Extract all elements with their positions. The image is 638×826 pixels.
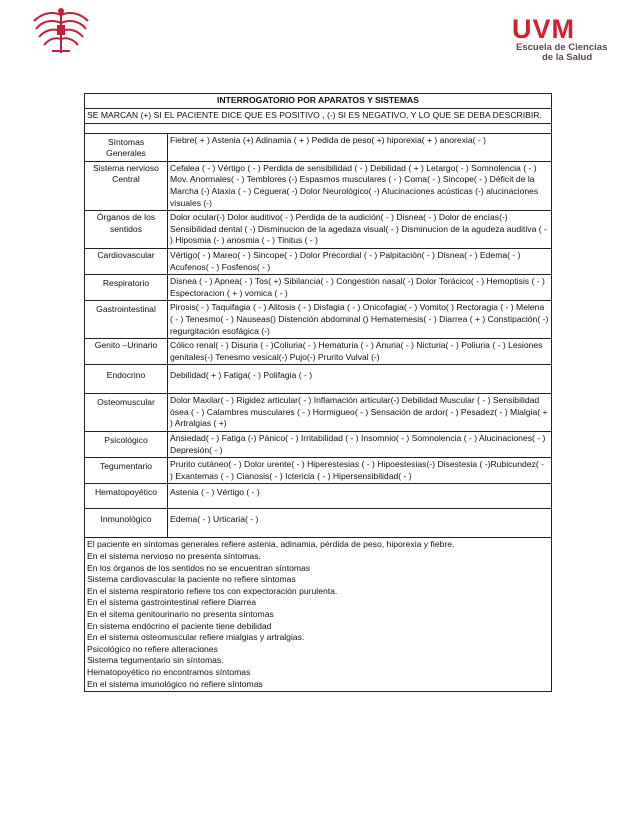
table-row <box>85 275 552 301</box>
system-name: Genito –Urinario <box>85 339 168 365</box>
system-name: Tegumentario <box>85 458 168 484</box>
system-findings: Fiebre( + ) Astenia (+) Adinamia ( + ) Pedida de peso( +) hiporexia( + ) anorexia( - ) <box>168 133 552 161</box>
system-findings: Prurito cutáneo( - ) Dolor urente( - ) Hiperestesias ( - ) Hipoestesias(-) Disestesia ( -)Rubicundez( - ) Exantemas ( - ) Cianosis( - ) Ictericia ( - ) Hipersensibilidad( - ) <box>168 458 552 484</box>
table-row <box>85 133 552 161</box>
title-row <box>85 94 552 109</box>
summary-line: En el sistema nervioso no presenta síntomas. <box>87 551 261 562</box>
summary-line: El paciente en síntomas generales refiere astenia, adinamia, pérdida de peso, hiporexia y fiebre. <box>87 539 455 550</box>
system-findings: Vértigo( - ) Mareo( - ) Sincope( - ) Dolor Precordial ( - ) Palpitación( - ) Disnea( - ) Edema( - ) Acufenos( - ) Fosfenos( - ) <box>168 248 552 274</box>
table-row <box>85 339 552 365</box>
summary-line: En el sistema gastrointestinal refiere Diarrea <box>87 597 257 608</box>
system-findings: Dolor Maxilar( - ) Rigidez articular( - ) Inflamación articular(-) Debilidad Muscular ( - ) Sensibilidad ósea ( - ) Calambres musculares ( - ) Hormigueo( - ) Sensación de ardor( - ) Pesadez( - ) Mialgia( + ) Artralgias ( +) <box>168 394 552 432</box>
system-name: Gastrointestinal <box>85 301 168 339</box>
table-row <box>85 394 552 432</box>
spacer-row <box>85 123 552 133</box>
system-name: Sistema nervioso Central <box>85 161 168 210</box>
system-name: Órganos de los sentidos <box>85 211 168 249</box>
table-row <box>85 458 552 484</box>
system-name: Endocrino <box>85 365 168 394</box>
system-findings: Debilidad( + ) Fatiga( - ) Polifagia ( - ) <box>168 365 552 394</box>
system-findings: Cefalea ( - ) Vértigo ( - ) Perdida de sensibilidad ( - ) Debilidad ( + ) Letargo( - ) Somnolencia ( - ) Mov. Anormales( - ) Temblores (-) Espasmos musculares ( - ) Coma( - ) Sincope( - ) Déficit de la Marcha (-) Ataxia ( - ) Ceguera( -) Dolor Neurológico( -) Alucinaciones acústicas (-) alucinaciones visuales (-) <box>168 161 552 210</box>
table-row <box>85 248 552 274</box>
summary-line: En los órganos de los sentidos no se encuentran síntomas <box>87 562 311 573</box>
system-name: Psicológico <box>85 432 168 458</box>
system-findings: Ansiedad( - ) Fatiga (-) Pánico( - ) Irritabilidad ( - ) Insomnio( - ) Somnolencia ( - ) Alucinaciones( - ) Depresión( - ) <box>168 432 552 458</box>
table-row <box>85 509 552 538</box>
spacer-cell <box>85 123 552 133</box>
system-findings: Astenia ( - ) Vértigo ( - ) <box>168 484 552 509</box>
summary-line: En sistema endócrino el paciente tiene debilidad <box>87 620 272 631</box>
system-findings: Cólico renal( - ) Disuria ( - )Coliuria( - ) Hematuria ( - ) Anuria( - ) Nicturia( - ) Poliuria ( - ) Lesiones genitales(-) Tenesmo vesical(-) Pujo(-) Prurito Vulval (-) <box>168 339 552 365</box>
summary-line: Hematopoyético no encontramos síntomas <box>87 666 251 677</box>
summary-line: Psicológico no refiere alteraciones <box>87 643 218 654</box>
table-row <box>85 365 552 394</box>
university-seal-icon <box>30 5 92 57</box>
summary-line: En el sistema osteomuscular refiere mialgias y artralgias. <box>87 632 305 643</box>
uvm-logo <box>512 14 618 63</box>
system-name: Cardiovascular <box>85 248 168 274</box>
system-name: Osteomuscular <box>85 394 168 432</box>
summary-row <box>85 538 552 692</box>
form-title: INTERROGATORIO POR APARATOS Y SISTEMAS <box>85 94 552 109</box>
table-row <box>85 161 552 210</box>
system-name: Inmunológico <box>85 509 168 538</box>
system-name: Hematopoyético <box>85 484 168 509</box>
form-instructions: SE MARCAN (+) SI EL PACIENTE DICE QUE ES POSITIVO , (-) SI ES NEGATIVO, Y LO QUE SE DEBA DESCRIBIR. <box>85 109 552 124</box>
review-of-systems-table <box>84 93 552 692</box>
table-row <box>85 484 552 509</box>
system-findings: Edema( - ) Urticaria( - ) <box>168 509 552 538</box>
summary-line: En el sistema imunológico no refiere síntomas <box>87 678 263 689</box>
summary-line: Sistema cardiovascular la paciente no refiere síntomas <box>87 574 296 585</box>
clinical-summary <box>85 538 552 692</box>
table-row <box>85 432 552 458</box>
logo-line-1: Escuela de Ciencias <box>516 42 608 53</box>
table-row <box>85 301 552 339</box>
summary-line: Sistema tegumentario sin síntomas. <box>87 655 224 666</box>
system-findings: Disnea ( - ) Apnea( - ) Tos( +) Sibilancia( - ) Congestión nasal( -) Dolor Torácico( - ) Hemoptisis ( - ) Espectoracion ( + ) vomica ( - ) <box>168 275 552 301</box>
system-name: Síntomas Generales <box>85 133 168 161</box>
summary-line: En el sitema genitourinario no presenta síntomas <box>87 609 274 619</box>
logo-line-2: de la Salud <box>542 52 593 63</box>
note-row <box>85 109 552 124</box>
system-findings: Dolor ocular(-) Dolor auditivo( - ) Perdida de la audición( - ) Disnea( - ) Dolor de encías(-) Sensibilidad dental ( -) Disminucion de la agedaza visual( - ) Disminucion de la agudeza auditiva ( - ) Hiposmia (- ) anosmia ( - ) Tinitus ( - ) <box>168 211 552 249</box>
table-row <box>85 211 552 249</box>
system-findings: Pirosis( - ) Taquifagia ( - ) Alitosis ( - ) Disfagia ( - ) Onicofagia( - ) Vomito( ) Rectoragia ( - ) Melena ( - ) Tenesmo( - ) Nauseas() Distención abdominal () Hematemesis( - ) Diarrea ( + ) Constipación( -) regurgitación esofágica (-) <box>168 301 552 339</box>
logo-brand: UVM <box>512 14 575 44</box>
summary-line: En el sistema respiratorio refiere tos con expectoración purulenta. <box>87 585 338 596</box>
system-name: Respiratorio <box>85 275 168 301</box>
